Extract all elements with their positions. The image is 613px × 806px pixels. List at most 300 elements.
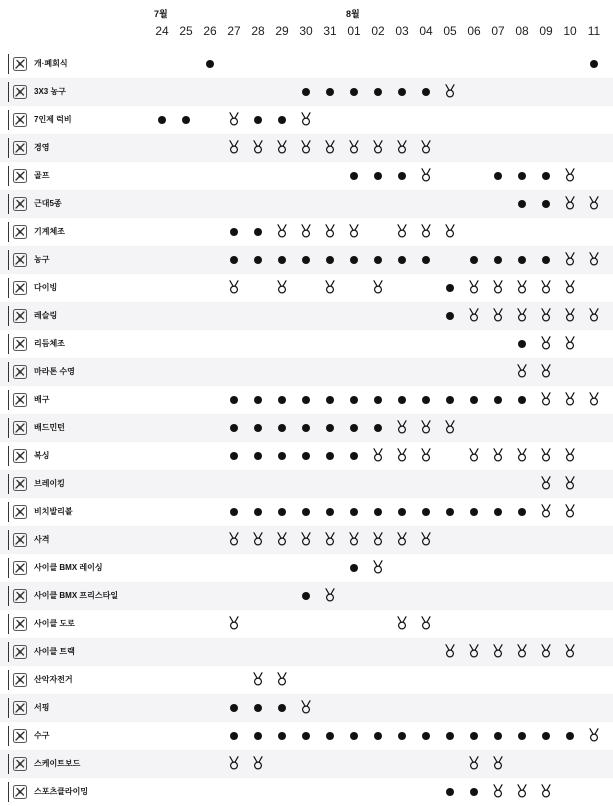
- competition-dot: [254, 256, 262, 264]
- competition-dot: [302, 452, 310, 460]
- sport-name: 스포츠클라이밍: [34, 787, 89, 796]
- competition-dot: [254, 228, 262, 236]
- schedule-cell: [534, 386, 558, 414]
- schedule-cell: [222, 526, 246, 554]
- month-label: 8월: [346, 9, 360, 19]
- schedule-cell: [222, 610, 246, 638]
- sport-name: 배구: [34, 395, 50, 404]
- schedule-cell: [294, 442, 318, 470]
- schedule-cell: [534, 302, 558, 330]
- schedule-cell: [558, 162, 582, 190]
- medal-icon: [588, 308, 600, 322]
- schedule-cell: [534, 274, 558, 302]
- medal-icon: [564, 280, 576, 294]
- schedule-cell: [510, 442, 534, 470]
- medal-icon: [588, 252, 600, 266]
- schedule-cell: [294, 218, 318, 246]
- schedule-cell: [246, 386, 270, 414]
- schedule-cell: [510, 722, 534, 750]
- competition-dot: [230, 704, 238, 712]
- schedule-cell: [390, 386, 414, 414]
- competition-dot: [374, 172, 382, 180]
- schedule-cell: [486, 162, 510, 190]
- schedule-cell: [270, 134, 294, 162]
- schedule-cell: [342, 218, 366, 246]
- sport-name: 배드민턴: [34, 423, 65, 432]
- schedule-cell: [222, 134, 246, 162]
- schedule-cell: [318, 442, 342, 470]
- sport-name: 3X3 농구: [34, 87, 66, 96]
- schedule-cell: [558, 386, 582, 414]
- competition-dot: [326, 88, 334, 96]
- schedule-cell: [414, 498, 438, 526]
- competition-dot: [254, 452, 262, 460]
- competition-dot: [518, 396, 526, 404]
- competition-dot: [278, 116, 286, 124]
- schedule-cell: [318, 582, 342, 610]
- day-number: 07: [491, 24, 505, 38]
- sport-row: [0, 750, 613, 778]
- competition-dot: [230, 256, 238, 264]
- sport-name: 스케이트보드: [34, 759, 81, 768]
- sport-row: [0, 638, 613, 666]
- surfing-icon: [12, 700, 28, 716]
- schedule-cell: [558, 638, 582, 666]
- competition-dot: [422, 88, 430, 96]
- day-number: 02: [371, 24, 385, 38]
- competition-dot: [302, 508, 310, 516]
- schedule-cell: [462, 638, 486, 666]
- row-marker: [8, 586, 9, 606]
- medal-icon: [564, 448, 576, 462]
- medal-icon: [564, 336, 576, 350]
- sport-name: 기계체조: [34, 227, 65, 236]
- medal-icon: [540, 392, 552, 406]
- row-marker: [8, 614, 9, 634]
- competition-dot: [470, 508, 478, 516]
- medal-icon: [276, 672, 288, 686]
- sport-name: 사이클 BMX 프리스타일: [34, 591, 119, 600]
- sport-name: 사격: [34, 535, 50, 544]
- medal-icon: [540, 336, 552, 350]
- schedule-cell: [438, 302, 462, 330]
- schedule-cell: [390, 162, 414, 190]
- water-polo-icon: [12, 728, 28, 744]
- schedule-cell: [558, 722, 582, 750]
- day-number: 30: [299, 24, 313, 38]
- schedule-cell: [318, 386, 342, 414]
- medal-icon: [276, 224, 288, 238]
- schedule-cell: [414, 610, 438, 638]
- schedule-cell: [294, 106, 318, 134]
- schedule-cell: [270, 498, 294, 526]
- competition-dot: [302, 88, 310, 96]
- medal-icon: [396, 448, 408, 462]
- schedule-cell: [294, 498, 318, 526]
- schedule-cell: [222, 274, 246, 302]
- competition-dot: [494, 396, 502, 404]
- sport-row: [0, 582, 613, 610]
- medal-icon: [276, 532, 288, 546]
- competition-dot: [230, 396, 238, 404]
- competition-dot: [278, 396, 286, 404]
- schedule-cell: [342, 498, 366, 526]
- competition-dot: [230, 508, 238, 516]
- schedule-cell: [246, 246, 270, 274]
- schedule-cell: [462, 750, 486, 778]
- competition-dot: [518, 340, 526, 348]
- month-label: 7월: [154, 9, 168, 19]
- row-marker: [8, 698, 9, 718]
- competition-dot: [230, 732, 238, 740]
- schedule-cell: [486, 442, 510, 470]
- sport-row: [0, 414, 613, 442]
- schedule-cell: [222, 750, 246, 778]
- competition-dot: [254, 424, 262, 432]
- sport-name: 경영: [34, 143, 50, 152]
- schedule-cell: [510, 330, 534, 358]
- medal-icon: [300, 532, 312, 546]
- day-number: 01: [347, 24, 361, 38]
- schedule-cell: [390, 246, 414, 274]
- medal-icon: [228, 280, 240, 294]
- medal-icon: [396, 616, 408, 630]
- day-number: 09: [539, 24, 553, 38]
- medal-icon: [276, 140, 288, 154]
- competition-dot: [302, 592, 310, 600]
- day-number: 11: [587, 24, 601, 38]
- schedule-cell: [486, 302, 510, 330]
- schedule-cell: [366, 274, 390, 302]
- sport-name: 개·폐회식: [34, 59, 68, 68]
- schedule-cell: [390, 134, 414, 162]
- medal-icon: [468, 644, 480, 658]
- schedule-cell: [270, 694, 294, 722]
- sport-name: 수구: [34, 731, 50, 740]
- sport-row: [0, 610, 613, 638]
- medal-icon: [420, 140, 432, 154]
- schedule-cell: [366, 498, 390, 526]
- marathon-swimming-icon: [12, 364, 28, 380]
- medal-icon: [540, 280, 552, 294]
- competition-dot: [326, 452, 334, 460]
- row-marker: [8, 446, 9, 466]
- sport-row: [0, 386, 613, 414]
- competition-dot: [278, 508, 286, 516]
- swimming-icon: [12, 140, 28, 156]
- schedule-cell: [438, 638, 462, 666]
- schedule-cell: [582, 246, 606, 274]
- medal-icon: [372, 140, 384, 154]
- sport-row: [0, 498, 613, 526]
- competition-dot: [398, 88, 406, 96]
- schedule-cell: [414, 442, 438, 470]
- schedule-cell: [534, 722, 558, 750]
- medal-icon: [348, 224, 360, 238]
- breaking-icon: [12, 476, 28, 492]
- medal-icon: [468, 280, 480, 294]
- schedule-cell: [582, 722, 606, 750]
- schedule-cell: [390, 498, 414, 526]
- schedule-cell: [222, 106, 246, 134]
- competition-dot: [326, 424, 334, 432]
- schedule-cell: [558, 274, 582, 302]
- schedule-cell: [486, 274, 510, 302]
- medal-icon: [228, 532, 240, 546]
- schedule-cell: [246, 750, 270, 778]
- schedule-cell: [390, 526, 414, 554]
- competition-dot: [302, 396, 310, 404]
- competition-dot: [542, 172, 550, 180]
- sport-row: [0, 666, 613, 694]
- day-number: 31: [323, 24, 337, 38]
- day-number: 05: [443, 24, 457, 38]
- competition-dot: [350, 452, 358, 460]
- medal-icon: [444, 224, 456, 238]
- golf-icon: [12, 168, 28, 184]
- medal-icon: [372, 448, 384, 462]
- day-number: 06: [467, 24, 481, 38]
- schedule-cell: [342, 414, 366, 442]
- medal-icon: [516, 784, 528, 798]
- schedule-cell: [270, 246, 294, 274]
- schedule-cell: [486, 246, 510, 274]
- schedule-cell: [222, 414, 246, 442]
- medal-icon: [540, 644, 552, 658]
- schedule-cell: [222, 386, 246, 414]
- competition-dot: [542, 200, 550, 208]
- schedule-cell: [222, 218, 246, 246]
- competition-dot: [350, 88, 358, 96]
- schedule-cell: [342, 246, 366, 274]
- schedule-cell: [318, 218, 342, 246]
- schedule-cell: [486, 750, 510, 778]
- schedule-cell: [582, 302, 606, 330]
- schedule-cell: [390, 218, 414, 246]
- diving-icon: [12, 280, 28, 296]
- sport-name: 브레이킹: [34, 479, 65, 488]
- medal-icon: [300, 112, 312, 126]
- day-number: 08: [515, 24, 529, 38]
- medal-icon: [564, 252, 576, 266]
- competition-dot: [374, 424, 382, 432]
- schedule-cell: [294, 386, 318, 414]
- medal-icon: [540, 308, 552, 322]
- medal-icon: [564, 168, 576, 182]
- competition-dot: [566, 732, 574, 740]
- day-number: 10: [563, 24, 577, 38]
- competition-dot: [350, 424, 358, 432]
- schedule-cell: [534, 190, 558, 218]
- schedule-cell: [270, 274, 294, 302]
- bmx-racing-icon: [12, 560, 28, 576]
- competition-dot: [302, 256, 310, 264]
- competition-dot: [494, 732, 502, 740]
- day-number: 03: [395, 24, 409, 38]
- row-marker: [8, 222, 9, 242]
- medal-icon: [492, 448, 504, 462]
- medal-icon: [540, 784, 552, 798]
- schedule-cell: [534, 470, 558, 498]
- boxing-icon: [12, 448, 28, 464]
- schedule-cell: [318, 414, 342, 442]
- schedule-cell: [438, 778, 462, 806]
- bmx-freestyle-icon: [12, 588, 28, 604]
- modern-pentathlon-icon: [12, 196, 28, 212]
- medal-icon: [228, 616, 240, 630]
- schedule-cell: [486, 778, 510, 806]
- competition-dot: [446, 508, 454, 516]
- row-marker: [8, 642, 9, 662]
- competition-dot: [326, 508, 334, 516]
- sport-row: [0, 554, 613, 582]
- competition-dot: [350, 256, 358, 264]
- medal-icon: [252, 756, 264, 770]
- row-marker: [8, 54, 9, 74]
- medal-icon: [540, 364, 552, 378]
- row-marker: [8, 530, 9, 550]
- competition-dot: [590, 60, 598, 68]
- schedule-cell: [462, 386, 486, 414]
- sport-name: 산악자전거: [34, 675, 73, 684]
- competition-dot: [326, 256, 334, 264]
- schedule-cell: [294, 694, 318, 722]
- row-marker: [8, 278, 9, 298]
- rugby-icon: [12, 112, 28, 128]
- schedule-cell: [438, 498, 462, 526]
- medal-icon: [420, 448, 432, 462]
- schedule-cell: [510, 274, 534, 302]
- schedule-cell: [510, 386, 534, 414]
- competition-dot: [542, 732, 550, 740]
- competition-dot: [494, 508, 502, 516]
- medal-icon: [516, 644, 528, 658]
- track-cycling-icon: [12, 644, 28, 660]
- competition-dot: [254, 508, 262, 516]
- competition-dot: [182, 116, 190, 124]
- schedule-cell: [342, 554, 366, 582]
- medal-icon: [540, 476, 552, 490]
- sport-name: 복싱: [34, 451, 50, 460]
- schedule-cell: [510, 190, 534, 218]
- medal-icon: [300, 700, 312, 714]
- competition-dot: [350, 172, 358, 180]
- medal-icon: [372, 560, 384, 574]
- competition-dot: [206, 60, 214, 68]
- schedule-cell: [366, 526, 390, 554]
- schedule-cell: [510, 638, 534, 666]
- medal-icon: [228, 140, 240, 154]
- sport-row: [0, 246, 613, 274]
- medal-icon: [324, 140, 336, 154]
- medal-icon: [372, 532, 384, 546]
- medal-icon: [420, 420, 432, 434]
- sport-name: 사이클 도로: [34, 619, 75, 628]
- medal-icon: [396, 532, 408, 546]
- medal-icon: [516, 308, 528, 322]
- schedule-cell: [438, 386, 462, 414]
- medal-icon: [252, 532, 264, 546]
- competition-dot: [302, 424, 310, 432]
- sport-row: [0, 778, 613, 806]
- row-marker: [8, 670, 9, 690]
- competition-dot: [254, 732, 262, 740]
- schedule-cell: [462, 442, 486, 470]
- schedule-cell: [414, 722, 438, 750]
- schedule-cell: [462, 274, 486, 302]
- medal-icon: [252, 672, 264, 686]
- competition-dot: [350, 396, 358, 404]
- schedule-cell: [534, 498, 558, 526]
- row-marker: [8, 474, 9, 494]
- schedule-cell: [246, 106, 270, 134]
- competition-dot: [302, 732, 310, 740]
- schedule-cell: [390, 610, 414, 638]
- day-number: 26: [203, 24, 217, 38]
- sport-name: 서핑: [34, 703, 50, 712]
- schedule-cell: [246, 218, 270, 246]
- competition-dot: [278, 704, 286, 712]
- row-marker: [8, 754, 9, 774]
- schedule-cell: [510, 498, 534, 526]
- competition-dot: [278, 424, 286, 432]
- sport-row: [0, 162, 613, 190]
- schedule-cell: [342, 78, 366, 106]
- skateboarding-icon: [12, 756, 28, 772]
- medal-icon: [444, 420, 456, 434]
- schedule-cell: [270, 414, 294, 442]
- medal-icon: [420, 532, 432, 546]
- schedule-cell: [246, 134, 270, 162]
- schedule-cell: [486, 386, 510, 414]
- schedule-cell: [558, 470, 582, 498]
- competition-dot: [470, 256, 478, 264]
- competition-dot: [254, 396, 262, 404]
- schedule-cell: [414, 414, 438, 442]
- schedule-cell: [222, 442, 246, 470]
- schedule-cell: [294, 414, 318, 442]
- schedule-cell: [318, 526, 342, 554]
- sport-climbing-icon: [12, 784, 28, 800]
- schedule-cell: [318, 722, 342, 750]
- sport-row: [0, 470, 613, 498]
- sport-name: 사이클 BMX 레이싱: [34, 563, 103, 572]
- schedule-cell: [558, 302, 582, 330]
- schedule-cell: [246, 722, 270, 750]
- rhythmic-gymnastics-icon: [12, 336, 28, 352]
- schedule-cell: [462, 498, 486, 526]
- schedule-cell: [558, 498, 582, 526]
- sport-row: [0, 274, 613, 302]
- schedule-cell: [462, 246, 486, 274]
- schedule-cell: [366, 134, 390, 162]
- sport-row: [0, 330, 613, 358]
- medal-icon: [540, 504, 552, 518]
- schedule-cell: [366, 442, 390, 470]
- sport-row: [0, 218, 613, 246]
- schedule-cell: [222, 722, 246, 750]
- medal-icon: [564, 196, 576, 210]
- medal-icon: [420, 616, 432, 630]
- schedule-cell: [462, 722, 486, 750]
- competition-dot: [326, 396, 334, 404]
- competition-dot: [518, 172, 526, 180]
- medal-icon: [540, 448, 552, 462]
- schedule-cell: [270, 526, 294, 554]
- schedule-cell: [486, 638, 510, 666]
- competition-dot: [518, 200, 526, 208]
- competition-dot: [398, 396, 406, 404]
